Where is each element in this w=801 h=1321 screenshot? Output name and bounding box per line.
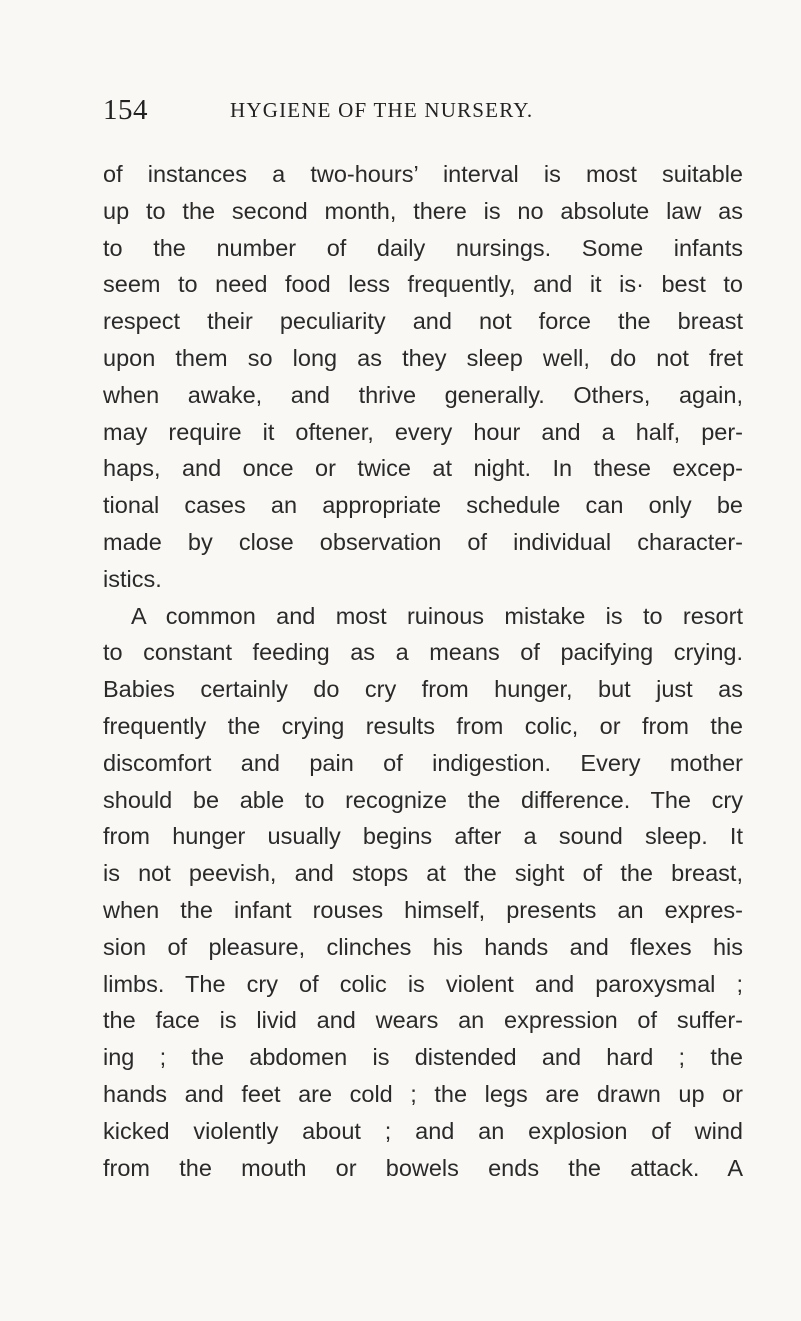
text-line: when awake, and thrive generally. Others, again, [103, 381, 743, 408]
text-line: discomfort and pain of indigestion. Every mother [103, 749, 743, 776]
text-line: to constant feeding as a means of pacifying crying. [103, 639, 743, 666]
text-line: limbs. The cry of colic is violent and paroxysmal ; [103, 970, 743, 997]
page-number: 154 [103, 94, 148, 126]
text-line: up to the second month, there is no absolute law as [103, 197, 743, 224]
text-line: from the mouth or bowels ends the attack. A [103, 1154, 743, 1181]
text-line: respect their peculiarity and not force the breast [103, 308, 743, 335]
text-line: sion of pleasure, clinches his hands and flexes his [103, 933, 743, 960]
text-line: haps, and once or twice at night. In these excep- [103, 455, 743, 482]
text-line: A common and most ruinous mistake is to resort [131, 602, 743, 629]
text-line: frequently the crying results from colic, or from the [103, 712, 743, 739]
text-line: when the infant rouses himself, presents an expres- [103, 896, 743, 923]
running-header [103, 92, 723, 128]
text-line: ing ; the abdomen is distended and hard ; the [103, 1044, 743, 1071]
text-line: kicked violently about ; and an explosion of wind [103, 1117, 743, 1144]
text-line: to the number of daily nursings. Some infants [103, 234, 743, 261]
text-line: hands and feet are cold ; the legs are drawn up or [103, 1080, 743, 1107]
text-line: of instances a two-hours’ interval is most suitable [103, 161, 743, 187]
text-line: istics. [103, 565, 162, 592]
text-line: should be able to recognize the difference. The cry [103, 786, 743, 813]
text-line: seem to need food less frequently, and it is· best to [103, 271, 743, 298]
text-line: may require it oftener, every hour and a half, per- [103, 418, 743, 445]
text-line: Babies certainly do cry from hunger, but just as [103, 676, 743, 703]
text-line: upon them so long as they sleep well, do not fret [103, 344, 743, 371]
running-title: HYGIENE OF THE NURSERY. [230, 98, 534, 122]
text-line: from hunger usually begins after a sound sleep. It [103, 823, 743, 850]
text-line: made by close observation of individual character- [103, 528, 743, 555]
body-text [103, 156, 743, 1186]
text-line: the face is livid and wears an expression of suffer- [103, 1007, 743, 1034]
text-line: is not peevish, and stops at the sight of the breast, [103, 860, 743, 887]
text-line: tional cases an appropriate schedule can only be [103, 492, 743, 519]
